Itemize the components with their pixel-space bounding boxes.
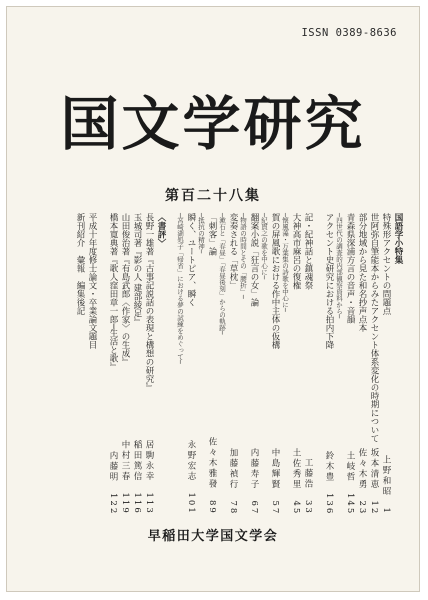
toc-title: ─宮崎湖処子「帰省」における夢の試練をめぐって─ — [176, 213, 184, 364]
toc-author: 土岐哲 — [345, 450, 355, 483]
toc-page: 45 — [291, 500, 301, 515]
toc-page: 116 — [132, 492, 142, 515]
toc-author: 佐々木雅發 — [207, 437, 217, 490]
toc-page: 57 — [270, 500, 280, 515]
toc-title: 玉城司著『影の人 建部綾足』 — [132, 213, 142, 327]
toc-spacer — [313, 213, 322, 515]
toc-page: 113 — [144, 492, 154, 515]
toc-page: 136 — [324, 492, 334, 515]
toc-author-page — [143, 440, 154, 515]
toc-heading — [392, 213, 403, 515]
issn-number: ISSN 0389-8636 — [301, 27, 397, 39]
toc-title: ─漱石と「春昼」「春昼後刻」からの軌跡─ — [218, 213, 226, 335]
toc-subtitle — [218, 213, 226, 515]
toc-author-page — [131, 440, 142, 515]
toc-author-page — [323, 451, 334, 515]
toc-heading — [155, 213, 166, 515]
toc-entry — [86, 213, 97, 515]
toc-subtitle — [335, 213, 343, 515]
toc-title: 山田俊治著『有島武郎〈作家〉の生成』 — [120, 213, 130, 366]
toc-entry — [227, 213, 238, 515]
toc-author: 内藤明 — [108, 450, 118, 483]
toc-entry — [302, 213, 313, 515]
toc-page: 23 — [357, 500, 367, 515]
toc-author-page — [380, 455, 391, 515]
publisher-name: 早稲田大学国文学会 — [147, 529, 279, 544]
toc-author-page — [206, 437, 217, 515]
toc-title: 変奏される「草枕」 — [228, 213, 238, 290]
toc-title: 橋本寛典著『歌人窪田章一郎─生活と歌』 — [108, 213, 118, 372]
toc-subtitle — [281, 213, 289, 515]
toc-title: 新刊紹介 彙報 編集後記 — [75, 213, 85, 315]
journal-title: 国文学研究 — [60, 90, 366, 158]
toc-spacer — [166, 213, 175, 515]
toc-title: 「刺客」論 — [207, 213, 217, 256]
toc-author: 土佐秀里 — [291, 447, 301, 490]
toc-author-page — [344, 451, 355, 515]
toc-title: 瞬く、ユートピア、瞬く — [186, 213, 196, 307]
toc-author: 上野和昭 — [381, 455, 391, 498]
toc-title: 長野一雄著『古事記説話の表現と構想の研究』 — [144, 213, 154, 392]
toc-subtitle — [260, 213, 268, 515]
toc-title: 記・紀神話と鎮魂祭 — [303, 213, 313, 290]
toc-entry — [344, 213, 355, 515]
toc-entry — [356, 213, 367, 515]
toc-author-page — [269, 448, 280, 515]
toc-title: ─紀貫之の歌を中心に─ — [260, 213, 268, 280]
toc-author-page — [248, 448, 259, 515]
toc-author: 永野宏志 — [186, 440, 196, 483]
toc-author-page — [227, 448, 238, 515]
issue-number: 第百二十八集 — [165, 188, 261, 204]
toc-title: ─四世代の調査的内部観察資料から─ — [335, 213, 343, 319]
toc-page: 12 — [369, 500, 379, 515]
toc-entry — [368, 213, 379, 515]
toc-entry — [119, 213, 130, 515]
toc-title: 翻案小説「狂言の女」論 — [249, 213, 259, 307]
toc-page: 78 — [228, 500, 238, 515]
toc-title: 青森県深浦方言の音声・音韻 — [345, 213, 355, 324]
toc-entry — [74, 213, 85, 515]
toc-entry — [185, 213, 196, 515]
toc-author-page — [119, 440, 130, 515]
toc-entry — [206, 213, 217, 515]
toc-entry — [380, 213, 391, 515]
toc-title: 〈書評〉 — [156, 213, 166, 247]
toc-entry — [131, 213, 142, 515]
toc-subtitle — [197, 213, 205, 515]
toc-title: 賀の屏風歌における作中主体の仮構 — [270, 213, 280, 349]
toc-title: ─懐風藻・万葉集の詩歌を中心に─ — [281, 213, 289, 312]
toc-author: 工藤浩 — [303, 458, 313, 490]
toc-entry — [107, 213, 118, 515]
toc-page: 119 — [120, 492, 130, 515]
toc-entry — [323, 213, 334, 515]
journal-cover — [6, 6, 420, 592]
toc-page: 89 — [207, 500, 217, 515]
toc-author: 中島輝賢 — [270, 447, 280, 490]
toc-title: ─抵抗の精神─ — [197, 213, 205, 254]
toc-title: 大神高市麻呂の復権 — [291, 213, 301, 290]
toc-page: 33 — [303, 500, 313, 515]
toc-title: 平成十年度修士論文・卒業論文題目 — [87, 213, 97, 349]
toc-entry — [143, 213, 154, 515]
toc-author-page — [290, 448, 301, 515]
toc-author-page — [185, 440, 196, 515]
toc-page: 101 — [186, 492, 196, 515]
toc-author: 佐々木勇 — [357, 447, 367, 490]
toc-title: ─物語の時間とその「腰折」─ — [239, 213, 247, 299]
toc-title: 特殊形アクセントの問題点 — [381, 213, 391, 315]
toc-author: 坂本清恵 — [369, 447, 379, 490]
toc-author: 稲田篤信 — [132, 440, 142, 483]
toc-page: 145 — [345, 492, 355, 515]
toc-author: 加藤禎行 — [228, 447, 238, 490]
toc-page: 67 — [249, 500, 259, 515]
toc-author: 内藤寿子 — [249, 447, 259, 490]
toc-author: 鈴木豊 — [324, 450, 334, 483]
toc-author: 中村三春 — [120, 440, 130, 483]
toc-title: アクセント史研究における拍内下降 — [324, 213, 334, 349]
toc-author: 居駒永幸 — [144, 440, 154, 483]
toc-entry — [248, 213, 259, 515]
table-of-contents — [25, 213, 403, 515]
toc-spacer — [97, 213, 106, 515]
toc-author-page — [356, 448, 367, 515]
toc-author-page — [302, 458, 313, 515]
toc-author-page — [368, 448, 379, 515]
toc-title: 部分地域から見た和名抄声点本 — [357, 213, 367, 332]
toc-page: 1 — [381, 507, 391, 515]
toc-title: 国語学小特集 — [393, 213, 403, 264]
toc-author-page — [107, 451, 118, 515]
toc-entry — [269, 213, 280, 515]
toc-subtitle — [239, 213, 247, 515]
toc-page: 122 — [108, 492, 118, 515]
toc-title: 世阿弥自筆能本からみたアクセント体系変化の時期について — [369, 213, 379, 443]
toc-subtitle — [176, 213, 184, 515]
toc-entry — [290, 213, 301, 515]
